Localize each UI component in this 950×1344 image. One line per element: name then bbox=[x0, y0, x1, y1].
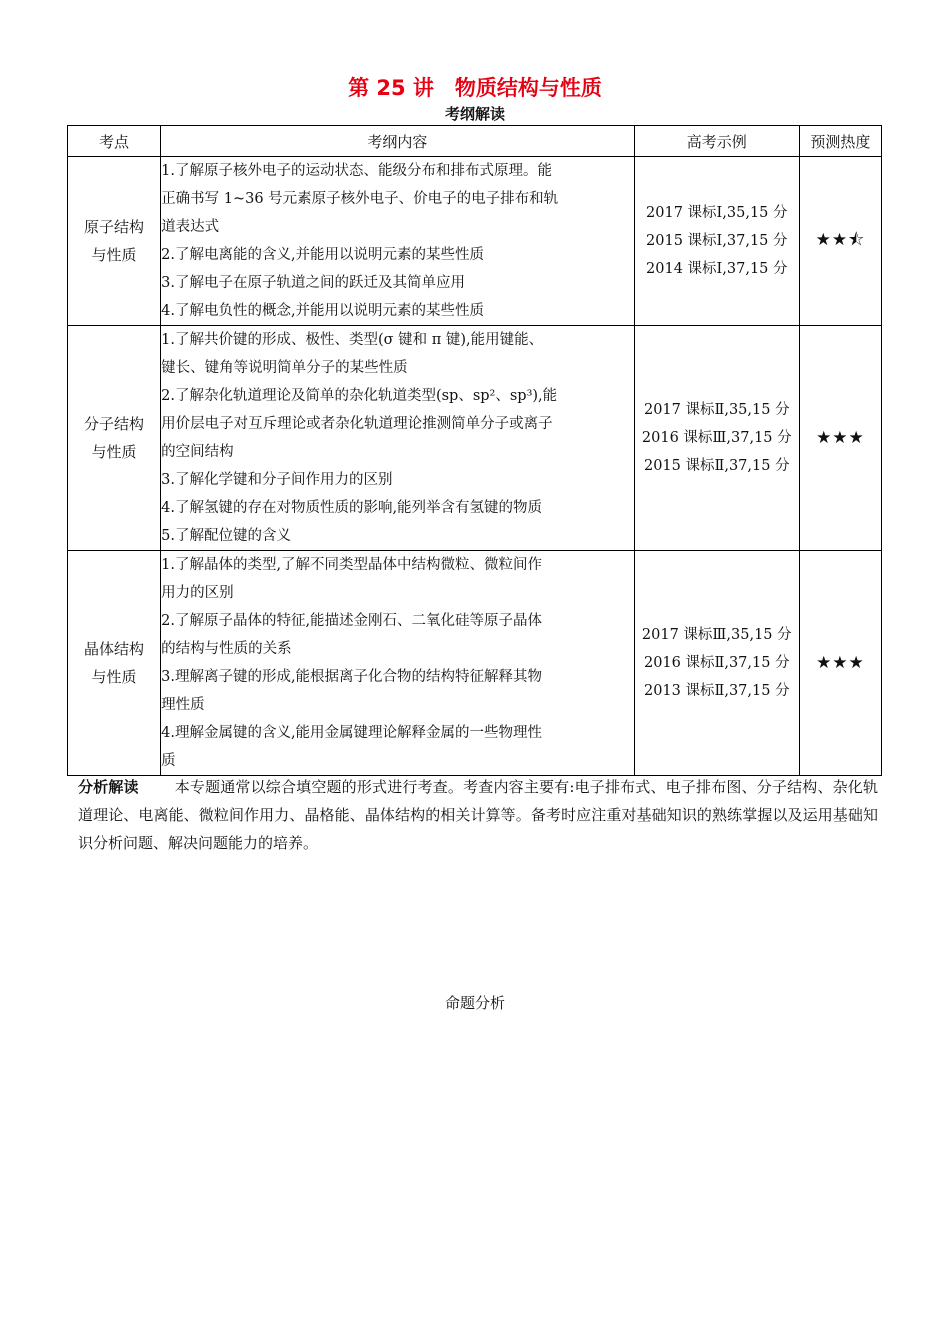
header-heat: 预测热度 bbox=[799, 126, 881, 157]
heat-rating: ★★★ bbox=[799, 551, 881, 776]
content-line: 3.理解离子键的形成,能根据离子化合物的结构特征解释其物 bbox=[161, 669, 543, 685]
analysis-text: 本专题通常以综合填空题的形式进行考查。考查内容主要有:电子排布式、电子排布图、分子结构、杂化轨道理论、电离能、微粒间作用力、晶格能、晶体结构的相关计算等。备考时应注重对基础知识的熟练掌握以及运用基础知识分析问题、解决问题能力的培养。 bbox=[78, 778, 878, 852]
topic-cell bbox=[68, 157, 161, 326]
content-line: 的结构与性质的关系 bbox=[161, 641, 292, 657]
topic-line: 与性质 bbox=[91, 443, 137, 461]
content-line: 2.了解原子晶体的特征,能描述金刚石、二氧化硅等原子晶体 bbox=[161, 613, 543, 629]
content-line: 正确书写 1~36 号元素原子核外电子、价电子的电子排布和轨 bbox=[161, 191, 559, 207]
topic-line: 分子结构 bbox=[84, 415, 145, 433]
topic-line: 与性质 bbox=[91, 246, 137, 264]
content-line: 4.理解金属键的含义,能用金属键理论解释金属的一些物理性 bbox=[161, 725, 543, 741]
content-line: 5.了解配位键的含义 bbox=[161, 528, 291, 544]
topic-cell bbox=[68, 551, 161, 776]
syllabus-table bbox=[67, 125, 882, 776]
content-cell bbox=[161, 157, 635, 326]
content-line: 道表达式 bbox=[161, 219, 220, 235]
table-header-row bbox=[68, 126, 882, 157]
exam-example: 2017 课标Ⅲ,35,15 分 bbox=[641, 627, 792, 643]
proposition-analysis-heading: 命题分析 bbox=[444, 994, 505, 1012]
topic-cell bbox=[68, 326, 161, 551]
exam-example: 2016 课标Ⅲ,37,15 分 bbox=[641, 430, 792, 446]
exam-example: 2013 课标Ⅱ,37,15 分 bbox=[643, 683, 790, 699]
content-cell bbox=[161, 551, 635, 776]
heat-rating: ★★★ bbox=[799, 326, 881, 551]
content-line: 键长、键角等说明简单分子的某些性质 bbox=[161, 360, 408, 376]
content-line: 理性质 bbox=[161, 697, 205, 713]
topic-line: 晶体结构 bbox=[84, 640, 145, 658]
content-line: 4.了解氢键的存在对物质性质的影响,能列举含有氢键的物质 bbox=[161, 500, 543, 516]
header-point: 考点 bbox=[68, 126, 161, 157]
content-line: 1.了解原子核外电子的运动状态、能级分布和排布式原理。能 bbox=[161, 163, 552, 179]
content-line: 3.了解电子在原子轨道之间的跃迁及其简单应用 bbox=[161, 275, 465, 291]
table-row bbox=[68, 551, 882, 776]
table-row bbox=[68, 157, 882, 326]
content-line: 的空间结构 bbox=[161, 444, 234, 460]
analysis-label: 分析解读 bbox=[78, 778, 139, 796]
exam-example: 2015 课标Ⅱ,37,15 分 bbox=[643, 458, 790, 474]
example-cell bbox=[634, 157, 799, 326]
exam-example: 2015 课标Ⅰ,37,15 分 bbox=[646, 233, 788, 249]
analysis-paragraph bbox=[78, 773, 878, 857]
content-line: 4.了解电负性的概念,并能用以说明元素的某些性质 bbox=[161, 303, 485, 319]
header-example: 高考示例 bbox=[634, 126, 799, 157]
content-line: 用价层电子对互斥理论或者杂化轨道理论推测简单分子或离子 bbox=[161, 416, 553, 432]
header-content: 考纲内容 bbox=[161, 126, 635, 157]
content-line: 质 bbox=[161, 753, 176, 769]
lesson-title: 第 25 讲 物质结构与性质 bbox=[348, 76, 602, 100]
content-line: 1.了解共价键的形成、极性、类型(σ 键和 π 键),能用键能、 bbox=[161, 332, 544, 348]
example-cell bbox=[634, 326, 799, 551]
exam-example: 2017 课标Ⅰ,35,15 分 bbox=[646, 205, 788, 221]
exam-example: 2016 课标Ⅱ,37,15 分 bbox=[643, 655, 790, 671]
table-row bbox=[68, 326, 882, 551]
exam-example: 2014 课标Ⅰ,37,15 分 bbox=[646, 261, 788, 277]
heat-rating: ★★⯪ bbox=[799, 157, 881, 326]
section-subtitle: 考纲解读 bbox=[444, 105, 505, 123]
topic-line: 与性质 bbox=[91, 668, 137, 686]
exam-example: 2017 课标Ⅱ,35,15 分 bbox=[643, 402, 790, 418]
content-line: 3.了解化学键和分子间作用力的区别 bbox=[161, 472, 393, 488]
content-line: 2.了解电离能的含义,并能用以说明元素的某些性质 bbox=[161, 247, 485, 263]
content-cell bbox=[161, 326, 635, 551]
topic-line: 原子结构 bbox=[84, 218, 145, 236]
content-line: 2.了解杂化轨道理论及简单的杂化轨道类型(sp、sp²、sp³),能 bbox=[161, 388, 558, 404]
content-line: 用力的区别 bbox=[161, 585, 234, 601]
content-line: 1.了解晶体的类型,了解不同类型晶体中结构微粒、微粒间作 bbox=[161, 557, 543, 573]
example-cell bbox=[634, 551, 799, 776]
